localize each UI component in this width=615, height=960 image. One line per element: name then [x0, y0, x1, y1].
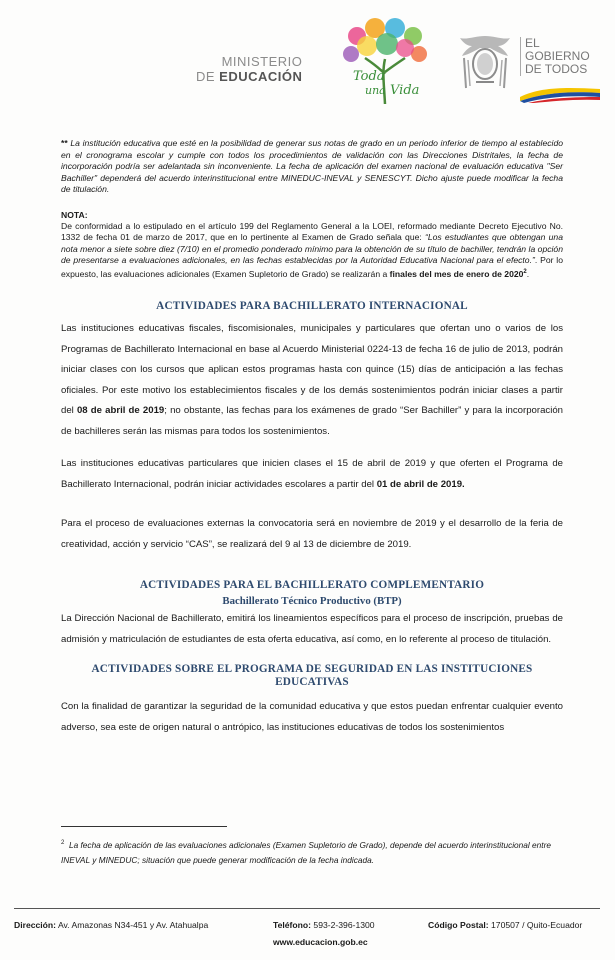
note-stars: **	[61, 138, 71, 148]
footer-address-value: Av. Amazonas N34-451 y Av. Atahualpa	[56, 920, 209, 930]
bi-p2-a: Las instituciones educativas particulares que inicien clases el 15 de abril de 2019 y que oferten el Programa de Bachillerato Internacional, podrán iniciar actividades escolares a partir del	[61, 458, 563, 490]
ministerio-de: DE	[196, 69, 220, 84]
note-text: La institución educativa que esté en la posibilidad de generar sus notas de grado en un periodo inferior de tiempo al establecido en el cronograma escolar y cumple con todos los procedimientos de validación con las Direcciones Distritales, la fecha de incorporación podría ser adelantada sin inconveniente. La fecha de aplicación del examen nacional de evaluación educativa "Ser Bachiller" dependerá del acuerdo interinstitucional entre MINEDUC-INEVAL y SENESCYT. Dicho ajuste puede modificar la fecha de titulación.	[61, 138, 564, 194]
tree-logo-vida: Vida	[390, 83, 420, 98]
nota-quote: “Los estudiantes que obtengan una nota menor a siete sobre diez (7/10) en el promedio ponderado mínimo para la obtención de su título de bachiller, tendrán la opción de presentarse a evaluaciones adicionales, en las fechas establecidas por la Autoridad Educativa Nacional para el efecto.”	[61, 232, 563, 266]
bi-p1-bold-date: 08 de abril de 2019	[76, 405, 165, 417]
document-body	[61, 138, 563, 738]
bi-p1-b: ; no obstante, las fechas para los exámenes de grado “Ser Bachiller” y para la incorporación de bachilleres serán las mismas para todos los sostenimientos.	[61, 405, 564, 437]
footer-phone-value: 593-2-396-1300	[311, 920, 375, 930]
bi-p2-bold-date: 01 de abril de 2019.	[376, 478, 465, 490]
ministerio-logo	[196, 55, 302, 84]
footer-postal-value: 170507 / Quito-Ecuador	[488, 920, 583, 930]
ecuador-coat-of-arms-icon	[454, 30, 516, 92]
nota-part2: . Por lo expuesto, las evaluaciones adicionales (Examen Supletorio de Grado) se realizarán a	[61, 255, 563, 279]
gov-line2: GOBIERNO	[525, 49, 590, 63]
footnote-separator	[61, 826, 227, 827]
footnote-text: La fecha de aplicación de las evaluaciones adicionales (Examen Supletorio de Grado), depende del acuerdo interinstitucional entre INEVAL y MINEDUC; situación que puede generar modificación de la fecha indicada.	[61, 839, 551, 865]
heading-programa-seguridad: ACTIVIDADES SOBRE EL PROGRAMA DE SEGURIDAD EN LAS INSTITUCIONES EDUCATIVAS	[91, 663, 533, 689]
footer-postal-label: Código Postal:	[428, 920, 489, 930]
toda-una-vida-tree-icon	[335, 14, 435, 109]
footer-phone-label: Teléfono:	[273, 920, 312, 930]
bi-paragraph-1	[61, 319, 563, 442]
heading-bachillerato-internacional: ACTIVIDADES PARA BACHILLERATO INTERNACIONAL	[156, 300, 468, 313]
seg-paragraph-1: Con la finalidad de garantizar la seguridad de la comunidad educativa y que estos puedan enfrentar cualquier evento adverso, sea este de origen natural o antrópico, las instituciones educativas de todos los sostenimientos	[61, 701, 563, 733]
gobierno-logo	[520, 37, 610, 76]
nota-part1: De conformidad a lo estipulado en el artículo 199 del Reglamento General a la LOEI, reformado mediante Decreto Ejecutivo No. 1332 de fecha 01 de marzo de 2017, que en lo pertinente al Examen de Grado señala que:	[61, 220, 563, 243]
nota-end: .	[526, 268, 530, 279]
bi-p1-a: Las instituciones educativas fiscales, fiscomisionales, municipales y particulares que ofertan uno o varios de los Programas de Bachillerato Internacional en base al Acuerdo Ministerial 0224-13 de fecha 16 de julio de 2013, podrán iniciar clases con los cursos que aplican estos programas hasta con quince (15) días de anticipación a las fechas oficiales. Por este motivo los establecimientos fiscales y de los demás sostenimientos podrán iniciar clases a partir del	[61, 323, 563, 417]
tree-logo-una: una	[365, 84, 386, 97]
footer-postal-code	[428, 920, 582, 930]
footnote-number: 2	[61, 840, 65, 846]
footer-address-label: Dirección:	[14, 920, 57, 930]
ministerio-line1: MINISTERIO	[221, 54, 303, 69]
grading-note	[61, 138, 563, 196]
footnote-ref: 2	[523, 268, 527, 275]
ecuador-flag-swoosh-icon	[520, 85, 600, 103]
ministerio-educacion: EDUCACIÓN	[219, 69, 303, 84]
ministerio-line2	[196, 69, 302, 84]
nota-bold-date: finales del mes de enero de 2020	[389, 268, 524, 279]
bi-paragraph-3: Para el proceso de evaluaciones externas la convocatoria será en noviembre de 2019 y el desarrollo de la feria de creatividad, acción y servicio “CAS”, se realizará del 9 al 13 de diciembre de 2019.	[61, 518, 563, 550]
bi-paragraph-2	[61, 454, 563, 495]
footer-address	[14, 920, 208, 930]
footer-phone	[273, 920, 375, 930]
gov-line1: EL	[525, 36, 540, 50]
footer-rule	[14, 908, 600, 909]
bc-paragraph-1: La Dirección Nacional de Bachillerato, emitirá los lineamientos específicos para el proceso de inscripción, pruebas de admisión y matriculación de estudiantes de esta oferta educativa, así como, en lo referente al proceso de titulación.	[61, 613, 563, 645]
nota-label: NOTA:	[61, 209, 88, 220]
nota-paragraph	[61, 221, 563, 281]
heading-bachillerato-complementario: ACTIVIDADES PARA EL BACHILLERATO COMPLEMENTARIO	[139, 579, 485, 592]
document-header	[0, 0, 615, 115]
footnote	[61, 836, 561, 868]
gov-line3: DE TODOS	[525, 62, 588, 76]
subheading-btp: Bachillerato Técnico Productivo (BTP)	[222, 595, 402, 608]
footer-website-link[interactable]: www.educacion.gob.ec	[273, 937, 368, 947]
tree-logo-toda: Toda	[353, 69, 385, 84]
document-footer	[0, 904, 615, 960]
